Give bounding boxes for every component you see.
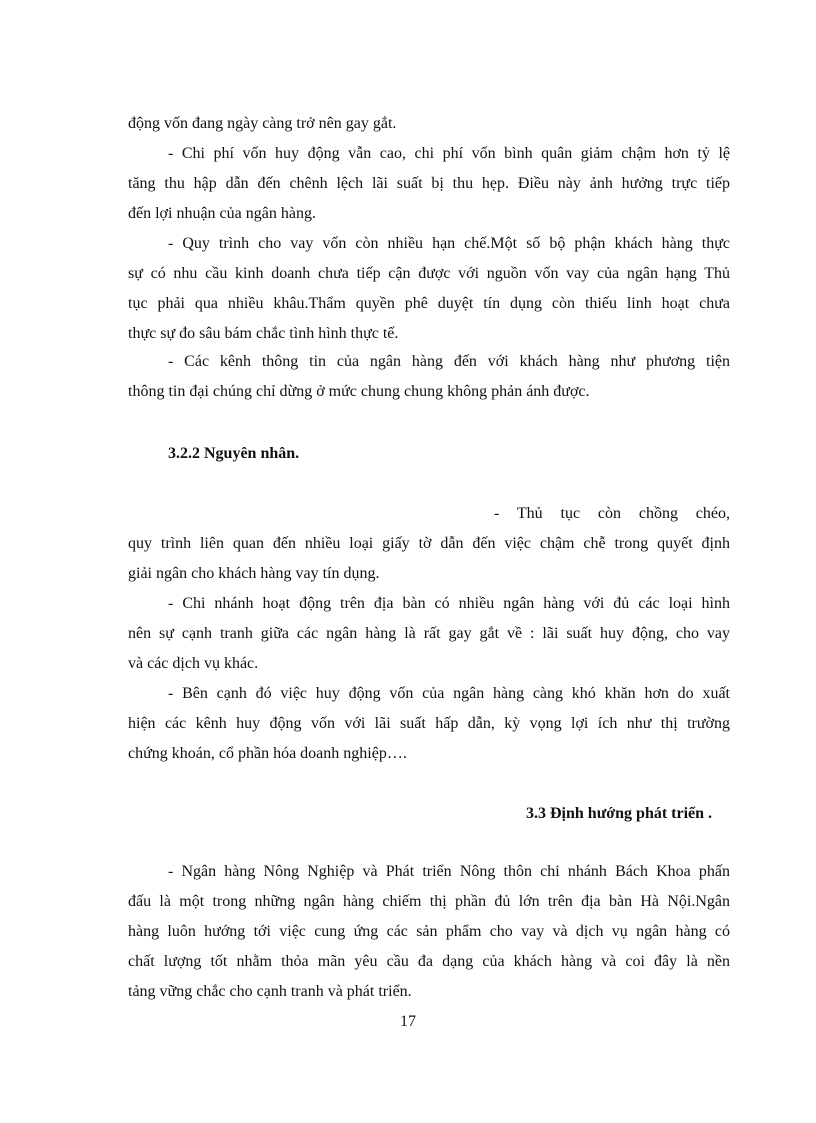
paragraph-line: - Thủ tục còn chồng chéo, <box>494 505 730 522</box>
paragraph-line: hiện các kênh huy động vốn với lãi suất hấp dẫn, kỳ vọng lợi ích như thị trường <box>128 715 730 732</box>
paragraph-line: hàng luôn hướng tới việc cung ứng các sản phẩm cho vay và dịch vụ ngân hàng có <box>128 923 730 940</box>
paragraph-line: đến lợi nhuận của ngân hàng. <box>128 205 316 222</box>
paragraph-line: tục phải qua nhiều khâu.Thẩm quyền phê duyệt tín dụng còn thiếu linh hoạt chưa <box>128 295 730 312</box>
paragraph-line: nên sự cạnh tranh giữa các ngân hàng là rất gay gắt về : lãi suất huy động, cho vay <box>128 625 730 642</box>
paragraph-line: và các dịch vụ khác. <box>128 655 259 672</box>
paragraph-line: quy trình liên quan đến nhiều loại giấy tờ dẫn đến việc chậm chễ trong quyết định <box>128 535 730 552</box>
paragraph-line: sự có nhu cầu kinh doanh chưa tiếp cận được với nguồn vốn vay của ngân hạng Thủ <box>128 265 730 282</box>
paragraph-line: tảng vững chắc cho cạnh tranh và phát triển. <box>128 983 412 1000</box>
section-heading: 3.2.2 Nguyên nhân. <box>168 445 300 462</box>
page-number: 17 <box>400 1013 416 1030</box>
paragraph-line: đấu là một trong những ngân hàng chiếm thị phần đủ lớn trên địa bàn Hà Nội.Ngân <box>128 893 730 910</box>
paragraph-line: - Chi nhánh hoạt động trên địa bàn có nhiều ngân hàng với đủ các loại hình <box>168 595 730 612</box>
paragraph-line: thực sự đo sâu bám chắc tình hình thực tế. <box>128 325 399 342</box>
paragraph-line: chứng khoán, cổ phần hóa doanh nghiệp…. <box>128 745 407 762</box>
paragraph-line: - Quy trình cho vay vốn còn nhiều hạn chế.Một số bộ phận khách hàng thực <box>168 235 730 252</box>
paragraph-line: thông tin đại chúng chỉ dừng ở mức chung chung không phản ánh được. <box>128 383 590 400</box>
paragraph-line: - Ngân hàng Nông Nghiệp và Phát triển Nông thôn chi nhánh Bách Khoa phấn <box>168 863 730 880</box>
paragraph-line: - Bên cạnh đó việc huy động vốn của ngân hàng càng khó khăn hơn do xuất <box>168 685 730 702</box>
paragraph-line: - Chi phí vốn huy động vẫn cao, chi phí vốn bình quân giảm chậm hơn tỷ lệ <box>168 145 730 162</box>
paragraph-line: giải ngân cho khách hàng vay tín dụng. <box>128 565 380 582</box>
section-heading: 3.3 Định hướng phát triển . <box>526 805 713 822</box>
paragraph-line: chất lượng tốt nhằm thỏa mãn yêu cầu đa dạng của khách hàng và coi đây là nền <box>128 953 730 970</box>
paragraph-line: động vốn đang ngày càng trở nên gay gắt. <box>128 115 397 132</box>
paragraph-line: tăng thu hập dẫn đến chênh lệch lãi suất bị thu hẹp. Điều này ảnh hưởng trực tiếp <box>128 175 730 192</box>
paragraph-line: - Các kênh thông tin của ngân hàng đến với khách hàng như phương tiện <box>168 353 730 370</box>
